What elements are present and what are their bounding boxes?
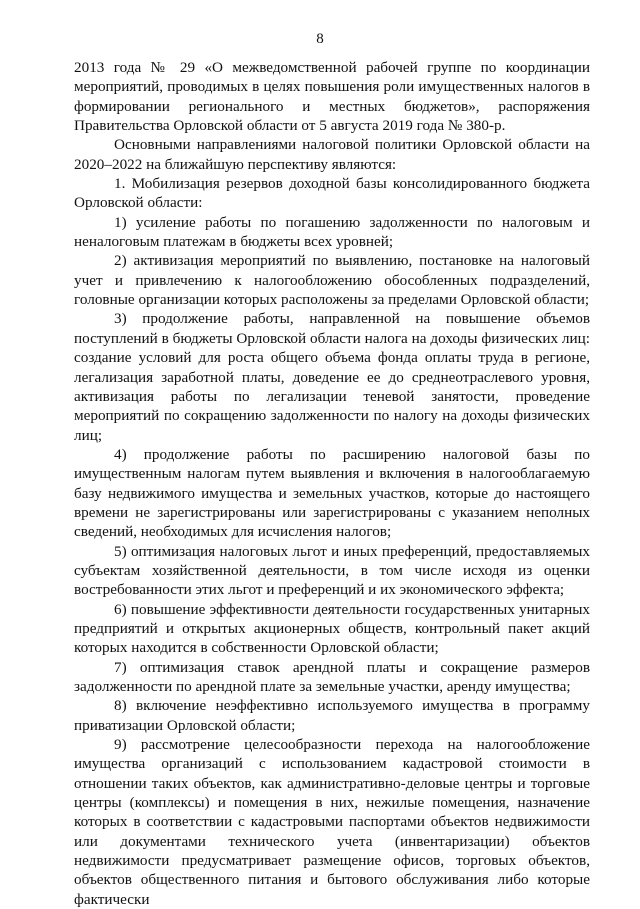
paragraph-continuation: 2013 года № 29 «О межведомственной рабочей группе по координации мероприятий, проводимых в целях повышения роли имущественных налогов в формировании регионального и местных бюджетов», распоряжения Правительства Орловской области от 5 августа 2019 года № 380-р. xyxy=(74,59,590,135)
document-body xyxy=(74,58,590,909)
list-item-1: 1) усиление работы по погашению задолженности по налоговым и неналоговым платежам в бюджеты всех уровней; xyxy=(74,213,590,251)
list-item-6: 6) повышение эффективности деятельности государственных унитарных предприятий и открытых акционерных обществ, контрольный пакет акций которых находится в собственности Орловской области; xyxy=(74,600,590,657)
list-item-8: 8) включение неэффективно используемого имущества в программу приватизации Орловской области; xyxy=(74,697,590,734)
list-item-3: 3) продолжение работы, направленной на повышение объемов поступлений в бюджеты Орловской области налога на доходы физических лиц: создание условий для роста общего объема фонда оплаты труда в регионе, легализация заработной платы, доведение ее до среднеотраслевого уровня, активизация работы по легализации теневой занятости, проведение мероприятий по сокращению задолженности по налогу на доходы физических лиц; xyxy=(74,310,590,444)
list-item-9: 9) рассмотрение целесообразности перехода на налогообложение имущества организаций с использованием кадастровой стоимости в отношении таких объектов, как административно-деловые центры и торговые центры (комплексы) и помещения в них, нежилые помещения, назначение которых в соответствии с кадастровыми паспортами объектов недвижимости или документами технического учета (инвентаризации) объектов недвижимости предусматривает размещение офисов, торговых объектов, объектов общественного питания и бытового обслуживания либо которые фактически xyxy=(74,736,590,908)
paragraph-mobilization-heading: 1. Мобилизация резервов доходной базы консолидированного бюджета Орловской области: xyxy=(74,175,590,212)
list-item-4: 4) продолжение работы по расширению налоговой базы по имущественным налогам путем выявления и включения в налогооблагаемую базу недвижимого имущества и земельных участков, которые до настоящего времени не зарегистрированы или зарегистрированы с указанием неполных сведений, необходимых для исчисления налогов; xyxy=(74,445,590,541)
list-item-7: 7) оптимизация ставок арендной платы и сокращение размеров задолженности по арендной плате за земельные участки, аренду имущества; xyxy=(74,658,590,695)
paragraph-main-directions: Основными направлениями налоговой политики Орловской области на 2020–2022 на ближайшую перспективу являются: xyxy=(74,136,590,173)
list-item-5: 5) оптимизация налоговых льгот и иных преференций, предоставляемых субъектам хозяйственной деятельности, в том числе исходя из оценки востребованности этих льгот и преференций и их экономического эффекта; xyxy=(74,542,590,599)
list-item-2: 2) активизация мероприятий по выявлению, постановке на налоговый учет и привлечению к налогообложению обособленных подразделений, головные организации которых расположены за пределами Орловской области; xyxy=(74,252,590,309)
page-number: 8 xyxy=(316,31,324,47)
